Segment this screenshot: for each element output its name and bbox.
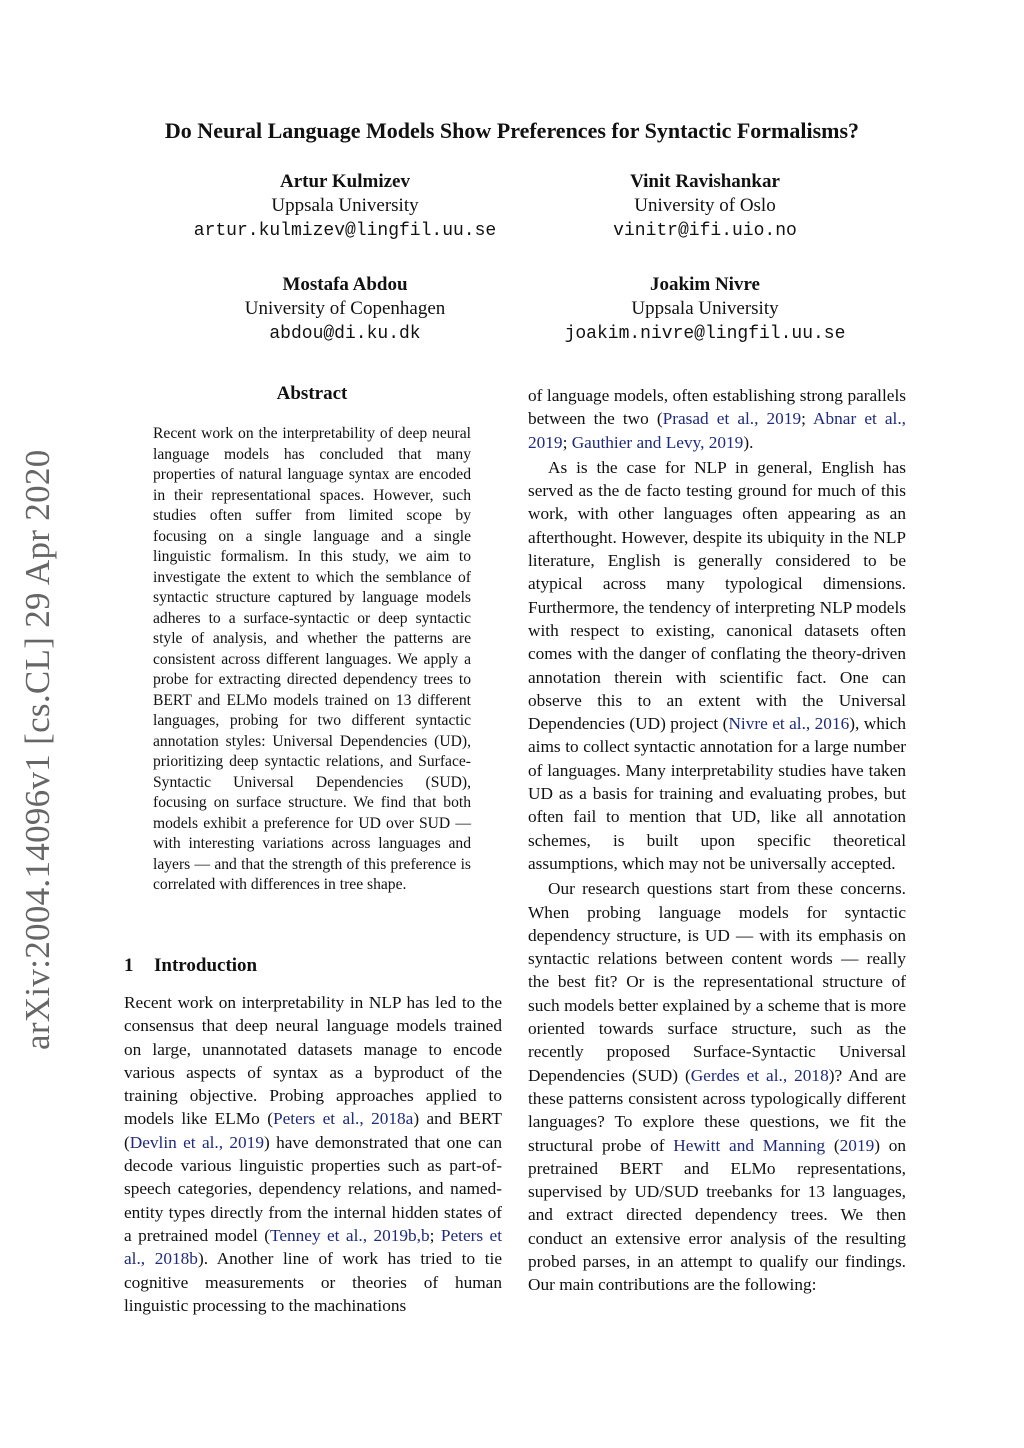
author-name: Joakim Nivre (650, 274, 760, 295)
text-run: ) on pretrained BERT and ELMo representations, supervised by UD/SUD treebanks for 13 languages, and extract directed dependency trees. We then conduct an extensive error analysis of the resulting probed parses, in an attempt to qualify our findings. Our main contributions are the following: (528, 1135, 907, 1295)
text-run: ). (743, 432, 754, 452)
text-run: ( (825, 1135, 840, 1155)
citation-link[interactable]: Tenney et al., 2019b,b (269, 1225, 430, 1245)
arxiv-stamp: arXiv:2004.14096v1 [cs.CL] 29 Apr 2020 (18, 449, 57, 1050)
abstract-text: Recent work on the interpretability of deep neural language models has concluded that many properties of natural language syntax are encoded in their representational spaces. However, such studies often suffer from limited scope by focusing on a single language and a single linguistic formalism. In this study, we aim to investigate the extent to which the semblance of syntactic structure captured by language models adheres to a surface-syntactic or deep syntactic style of analysis, and whether the patterns are consistent across different languages. We apply a probe for extracting directed dependency trees to BERT and ELMo models trained on 13 different languages, probing for two different syntactic annotation styles: Universal Dependencies (UD), prioritizing deep syntactic relations, and Surface-Syntactic Universal Dependencies (SUD), focusing on surface structure. We find that both models exhibit a preference for UD over SUD — with interesting variations across languages and layers — and that the strength of this preference is correlated with differences in tree shape. (153, 425, 471, 893)
text-run: ). Another line of work has tried to tie cognitive measurements or theories of human linguistic processing to the machinations (124, 1249, 502, 1315)
author-affiliation: University of Copenhagen (244, 298, 446, 319)
author-email: artur.kulmizev@lingfil.uu.se (193, 221, 497, 241)
paragraph (528, 384, 906, 454)
right-column (528, 384, 906, 1297)
author-email: joakim.nivre@lingfil.uu.se (564, 324, 846, 344)
text-run: ) have demonstrated that one can decode various linguistic properties such as part-of-speech categories, dependency relations, and named-entity types directly from the internal hidden states of a pretrained model ( (124, 1132, 502, 1245)
text-run: As is the case for NLP in general, English has served as the de facto testing ground for much of this work, with other languages often appearing as an afterthought. However, despite its ubiquity in the NLP literature, English is generally considered to be atypical across many typological dimensions. Furthermore, the tendency of interpreting NLP models with respect to existing, canonical datasets often comes with the danger of conflating the theory-driven annotation therein with scientific fact. One can observe this to an extent with the Universal Dependencies (UD) project ( (528, 457, 906, 734)
abstract-heading: Abstract (276, 383, 348, 404)
left-column (124, 991, 502, 1317)
text-run: )? And are these patterns consistent across typologically different languages? To explore these questions, we fit the structural probe of (528, 1065, 906, 1155)
author-block-4 (485, 273, 925, 347)
author-affiliation: Uppsala University (271, 195, 419, 216)
author-name: Artur Kulmizev (280, 171, 410, 192)
citation-link[interactable]: Gauthier and Levy, 2019 (571, 432, 744, 452)
citation-link[interactable]: 2019 (839, 1135, 875, 1155)
citation-link[interactable]: Prasad et al., 2019 (662, 409, 802, 429)
citation-link[interactable]: Hewitt and Manning (673, 1135, 826, 1155)
author-affiliation: University of Oslo (634, 195, 776, 216)
text-run: ) and BERT ( (124, 1109, 502, 1152)
paper-title: Do Neural Language Models Show Preferences for Syntactic Formalisms? (164, 118, 860, 143)
section-title: Introduction (154, 955, 258, 976)
section-number: 1 (124, 955, 134, 976)
citation-link[interactable]: Peters et al., 2018a (272, 1109, 414, 1129)
section-heading (124, 955, 257, 977)
text-run: ; (562, 432, 572, 452)
text-run: ; (801, 409, 814, 429)
paragraph (528, 456, 906, 875)
text-run: ), which aims to collect syntactic annotation for a large number of languages. Many interpretability studies have taken UD as a basis for training and evaluating probes, but often fail to mention that UD, like all annotation schemes, is built upon specific theoretical assumptions, which may not be universally accepted. (528, 714, 906, 873)
citation-link[interactable]: Devlin et al., 2019 (129, 1132, 264, 1152)
paragraph (124, 991, 502, 1317)
text-run: Our research questions start from these concerns. When probing language models for syntactic dependency structure, is UD — with its emphasis on syntactic relations between content words — really the best fit? Or is the representational structure of such models better explained by a scheme that is more oriented towards surface structure, such as the recently proposed Surface-Syntactic Universal Dependencies (SUD) ( (528, 879, 906, 1085)
author-email: vinitr@ifi.uio.no (613, 221, 797, 241)
author-email: abdou@di.ku.dk (269, 324, 421, 344)
citation-link[interactable]: Peters et al., 2018b (124, 1225, 502, 1269)
author-name: Mostafa Abdou (282, 274, 408, 295)
citation-link[interactable]: Abnar et al., 2019 (528, 409, 906, 452)
author-name: Vinit Ravishankar (630, 171, 780, 192)
text-run: of language models, often establishing strong parallels between the two ( (528, 386, 906, 429)
text-run: Recent work on interpretability in NLP has led to the consensus that deep neural language models trained on large, unannotated datasets manage to encode various aspects of syntax as a byproduct of the training objective. Probing approaches applied to models like ELMo ( (124, 993, 502, 1129)
author-affiliation: Uppsala University (631, 298, 779, 319)
text-run: ; (429, 1225, 441, 1245)
citation-link[interactable]: Nivre et al., 2016 (728, 714, 850, 734)
paragraph (528, 877, 906, 1296)
citation-link[interactable]: Gerdes et al., 2018 (690, 1065, 829, 1085)
author-block-2 (485, 170, 925, 244)
